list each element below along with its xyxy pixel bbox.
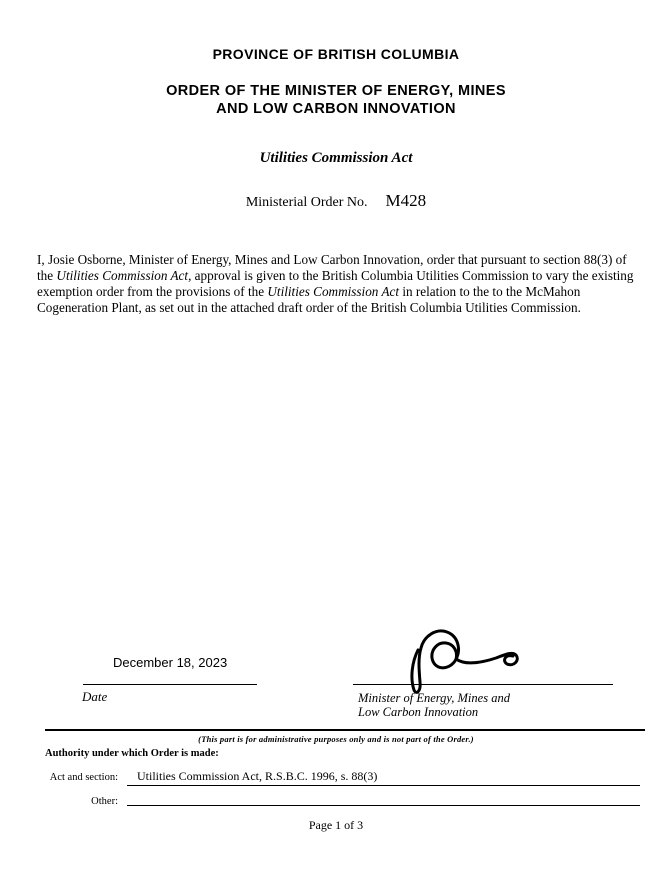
order-number-label: Ministerial Order No. (245, 195, 368, 210)
ministerial-order-number-line (0, 191, 672, 211)
act-title: Utilities Commission Act (259, 150, 413, 166)
minister-signature-line (353, 684, 613, 685)
order-title-line1: ORDER OF THE MINISTER OF ENERGY, MINES (166, 83, 506, 99)
act-and-section-label: Act and section: (49, 772, 118, 783)
order-number-value: M428 (385, 191, 427, 210)
admin-note: (This part is for administrative purposes only and is not part of the Order.) (198, 734, 474, 744)
page-indicator: Page 1 of 3 (308, 818, 364, 832)
admin-section-divider (45, 729, 645, 731)
other-field (127, 790, 640, 806)
signer-title-line2: Low Carbon Innovation (358, 705, 479, 719)
act-and-section-field: Utilities Commission Act, R.S.B.C. 1996, s. 88(3) (127, 769, 640, 786)
date-signature-line (83, 684, 257, 685)
order-title-line2: AND LOW CARBON INNOVATION (216, 101, 456, 117)
signer-title-line1: Minister of Energy, Mines and (358, 691, 510, 705)
other-label: Other: (91, 796, 118, 807)
authority-label: Authority under which Order is made: (45, 748, 219, 759)
province-title: PROVINCE OF BRITISH COLUMBIA (212, 46, 460, 62)
order-body-paragraph: I, Josie Osborne, Minister of Energy, Mines and Low Carbon Innovation, order that pursuant to section 88(3) of the Utilities Commission Act, approval is given to the British Columbia Utilities Commission to vary the existing exemption order from the provisions of the Utilities Commission Act in relation to the to the McMahon Cogeneration Plant, as set out in the attached draft order of the British Columbia Utilities Commission. (37, 252, 634, 315)
handwritten-signature-icon (396, 626, 528, 696)
signed-date-value: December 18, 2023 (113, 655, 228, 670)
date-label: Date (82, 689, 108, 704)
